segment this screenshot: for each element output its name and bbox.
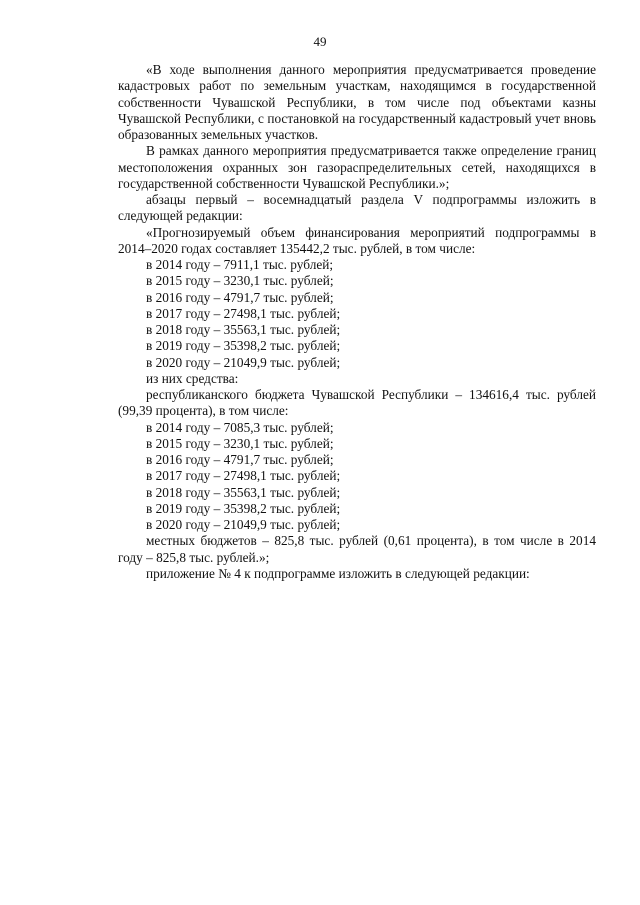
republican-year-2017: в 2017 году – 27498,1 тыс. рублей; [146,468,341,484]
document-body [118,62,596,582]
paragraph-local-budgets: местных бюджетов – 825,8 тыс. рублей (0,61 процента), в том числе в 2014 году – 825,8 тыс. рублей.»; [118,533,596,565]
paragraph-gas-zones: В рамках данного мероприятия предусматривается также определение границ местоположения охранных зон газораспределительных сетей, находящихся в государственной собственности Чувашской Республики.»; [118,143,596,191]
financing-sources-heading: из них средства: [146,370,239,386]
financing-year-2016: в 2016 году – 4791,7 тыс. рублей; [146,289,334,305]
paragraph-amendment-section-v: абзацы первый – восемнадцатый раздела V подпрограммы изложить в следующей редакции: [118,192,596,224]
financing-year-2017: в 2017 году – 27498,1 тыс. рублей; [146,305,341,321]
financing-year-2019: в 2019 году – 35398,2 тыс. рублей; [146,338,341,354]
republican-year-2019: в 2019 году – 35398,2 тыс. рублей; [146,500,341,516]
paragraph-cadastral-works: «В ходе выполнения данного мероприятия предусматривается проведение кадастровых работ по земельным участкам, находящимся в государственной собственности Чувашской Республики, в том числе под объектами казны Чувашской Республики, с постановкой на государственный кадастровый учет вновь образованных земельных участков. [118,62,596,142]
republican-year-2015: в 2015 году – 3230,1 тыс. рублей; [146,435,334,451]
republican-year-2020: в 2020 году – 21049,9 тыс. рублей; [146,517,341,532]
financing-year-2015: в 2015 году – 3230,1 тыс. рублей; [146,273,334,289]
financing-year-2018: в 2018 году – 35563,1 тыс. рублей; [146,322,341,337]
republican-year-2014: в 2014 году – 7085,3 тыс. рублей; [146,419,334,435]
paragraph-appendix-4: приложение № 4 к подпрограмме изложить в следующей редакции: [146,565,530,581]
paragraph-republican-budget: республиканского бюджета Чувашской Республики – 134616,4 тыс. рублей (99,39 процента), в том числе: [118,387,596,419]
paragraph-total-financing: «Прогнозируемый объем финансирования мероприятий подпрограммы в 2014–2020 годах составляет 135442,2 тыс. рублей, в том числе: [118,224,596,256]
republican-year-2016: в 2016 году – 4791,7 тыс. рублей; [146,452,334,467]
financing-year-2020: в 2020 году – 21049,9 тыс. рублей; [146,354,341,370]
page-number: 49 [313,34,327,49]
financing-year-2014: в 2014 году – 7911,1 тыс. рублей; [146,257,334,272]
republican-year-2018: в 2018 году – 35563,1 тыс. рублей; [146,484,341,500]
